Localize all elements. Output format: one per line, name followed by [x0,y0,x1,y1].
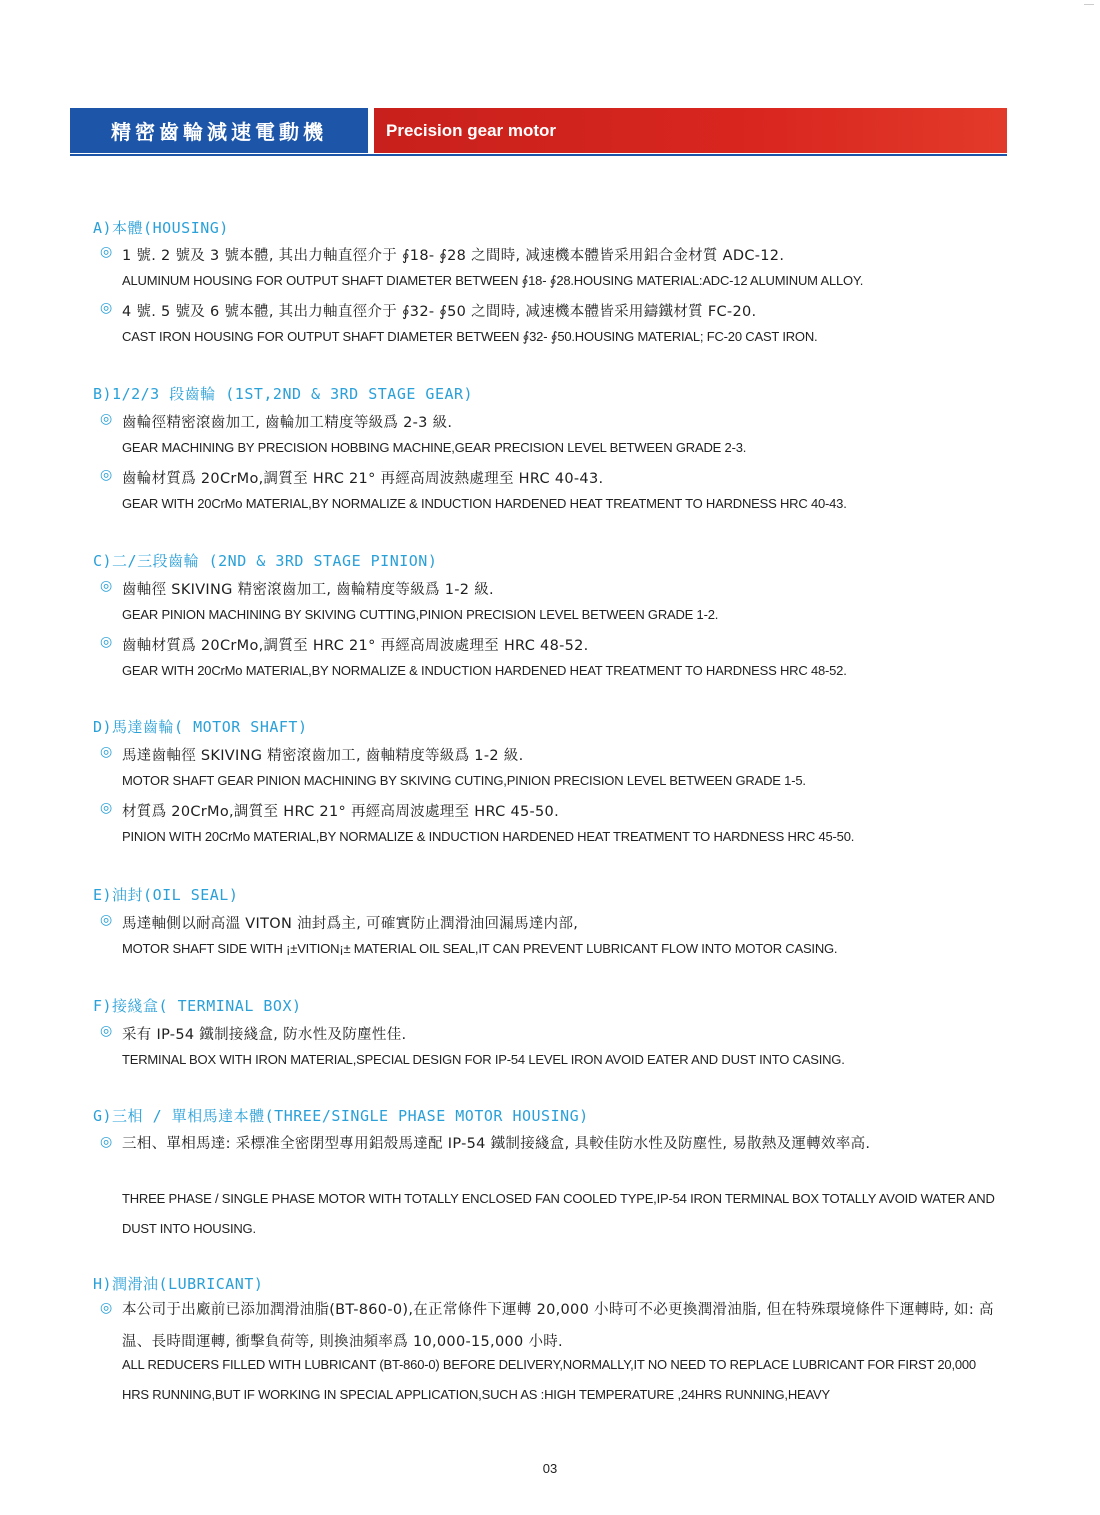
bullet-icon: ◎ [100,467,113,483]
item-text-en: CAST IRON HOUSING FOR OUTPUT SHAFT DIAMETER BETWEEN ∮32- ∮50.HOUSING MATERIAL; FC-20 CAST IRON. [122,329,818,344]
header-title-zh: 精密齒輪減速電動機 [70,108,368,153]
item-text-en: GEAR MACHINING BY PRECISION HOBBING MACHINE,GEAR PRECISION LEVEL BETWEEN GRADE 2-3. [122,440,747,455]
item-text-en: MOTOR SHAFT SIDE WITH ¡±VITION¡± MATERIAL OIL SEAL,IT CAN PREVENT LUBRICANT FLOW INTO MOTOR CASING. [122,941,838,956]
item-text-en: ALL REDUCERS FILLED WITH LUBRICANT (BT-860-0) BEFORE DELIVERY,NORMALLY,IT NO NEED TO REPLACE LUBRICANT FOR FIRST 20,000 HRS RUNNING,BUT IF WORKING IN SPECIAL APPLICATION,SUCH AS :HIGH TEMPERATURE ,24HRS RUNNING,HEAVY [122,1357,976,1402]
item-text-zh: 馬達齒軸徑 SKIVING 精密滾齒加工, 齒軸精度等級爲 1-2 級. [122,748,524,764]
section-title-terminal-box: F)接綫盒( TERMINAL BOX) [93,997,302,1015]
item-text-zh: 本公司于出廠前已添加潤滑油脂(BT-860-0),在正常條件下運轉 20,000 小時可不必更換潤滑油脂, 但在特殊環境條件下運轉時, 如: 高温、長時間運轉, 衝擊負荷等, 則換油頻率爲 10,000-15,000 小時. [122,1302,994,1350]
item-text-en: MOTOR SHAFT GEAR PINION MACHINING BY SKIVING CUTING,PINION PRECISION LEVEL BETWEEN GRADE 1-5. [122,773,806,788]
item-text-zh: 4 號. 5 號及 6 號本體, 其出力軸直徑介于 ∮32- ∮50 之間時, 减速機本體皆采用鑄鐵材質 FC-20. [122,304,757,320]
item-text-en: ALUMINUM HOUSING FOR OUTPUT SHAFT DIAMETER BETWEEN ∮18- ∮28.HOUSING MATERIAL:ADC-12 ALUMINUM ALLOY. [122,273,864,288]
page-header [70,108,1007,153]
bullet-icon: ◎ [100,1300,113,1316]
item-text-zh: 齒輪材質爲 20CrMo,調質至 HRC 21° 再經高周波熱處理至 HRC 40-43. [122,471,604,487]
item-text-en: PINION WITH 20CrMo MATERIAL,BY NORMALIZE & INDUCTION HARDENED HEAT TREATMENT TO HARDNESS HRC 45-50. [122,829,855,844]
item-text-en: GEAR WITH 20CrMo MATERIAL,BY NORMALIZE & INDUCTION HARDENED HEAT TREATMENT TO HARDNESS HRC 40-43. [122,496,847,511]
bullet-icon: ◎ [100,800,113,816]
section-title-housing: A)本體(HOUSING) [93,219,229,237]
bullet-icon: ◎ [100,1134,113,1150]
item-text-en: GEAR WITH 20CrMo MATERIAL,BY NORMALIZE & INDUCTION HARDENED HEAT TREATMENT TO HARDNESS HRC 48-52. [122,663,847,678]
bullet-icon: ◎ [100,912,113,928]
header-title-en: Precision gear motor [374,108,1007,153]
bullet-icon: ◎ [100,634,113,650]
item-text-zh: 齒軸徑 SKIVING 精密滾齒加工, 齒輪精度等級爲 1-2 級. [122,582,494,598]
bullet-icon: ◎ [100,744,113,760]
item-text-en: TERMINAL BOX WITH IRON MATERIAL,SPECIAL DESIGN FOR IP-54 LEVEL IRON AVOID EATER AND DUST INTO CASING. [122,1052,845,1067]
section-title-pinion: C)二/三段齒輪 (2ND & 3RD STAGE PINION) [93,552,438,570]
item-text-zh: 材質爲 20CrMo,調質至 HRC 21° 再經高周波處理至 HRC 45-50. [122,804,559,820]
bullet-icon: ◎ [100,244,113,260]
section-title-motor-housing: G)三相 / 單相馬達本體(THREE/SINGLE PHASE MOTOR HOUSING) [93,1107,589,1125]
bullet-icon: ◎ [100,1023,113,1039]
header-underline [70,154,1007,156]
item-text-en: THREE PHASE / SINGLE PHASE MOTOR WITH TOTALLY ENCLOSED FAN COOLED TYPE,IP-54 IRON TERMINAL BOX TOTALLY AVOID WATER AND DUST INTO HOUSING. [122,1191,995,1236]
item-text-zh: 采有 IP-54 鐵制接綫盒, 防水性及防塵性佳. [122,1027,407,1043]
item-text-zh: 馬達軸側以耐高溫 VITON 油封爲主, 可確實防止潤滑油回漏馬達内部, [122,916,579,932]
section-title-gear: B)1/2/3 段齒輪 (1ST,2ND & 3RD STAGE GEAR) [93,385,474,403]
bullet-icon: ◎ [100,300,113,316]
corner-mark [1084,4,1094,5]
section-title-oil-seal: E)油封(OIL SEAL) [93,886,239,904]
page-number: 03 [542,1461,558,1476]
bullet-icon: ◎ [100,411,113,427]
section-title-lubricant: H)潤滑油(LUBRICANT) [93,1275,264,1293]
item-text-en: GEAR PINION MACHINING BY SKIVING CUTTING,PINION PRECISION LEVEL BETWEEN GRADE 1-2. [122,607,719,622]
item-text-zh: 齒軸材質爲 20CrMo,調質至 HRC 21° 再經高周波處理至 HRC 48-52. [122,638,589,654]
bullet-icon: ◎ [100,578,113,594]
item-text-zh: 1 號. 2 號及 3 號本體, 其出力軸直徑介于 ∮18- ∮28 之間時, 减速機本體皆采用鋁合金材質 ADC-12. [122,248,785,264]
section-title-motor-shaft: D)馬達齒輪( MOTOR SHAFT) [93,718,308,736]
item-text-zh: 三相、單相馬達: 采標准全密閉型專用鋁殼馬達配 IP-54 鐵制接綫盒, 具較佳防水性及防塵性, 易散熱及運轉效率高. [122,1136,871,1152]
item-text-zh: 齒輪徑精密滾齒加工, 齒輪加工精度等級爲 2-3 級. [122,415,453,431]
